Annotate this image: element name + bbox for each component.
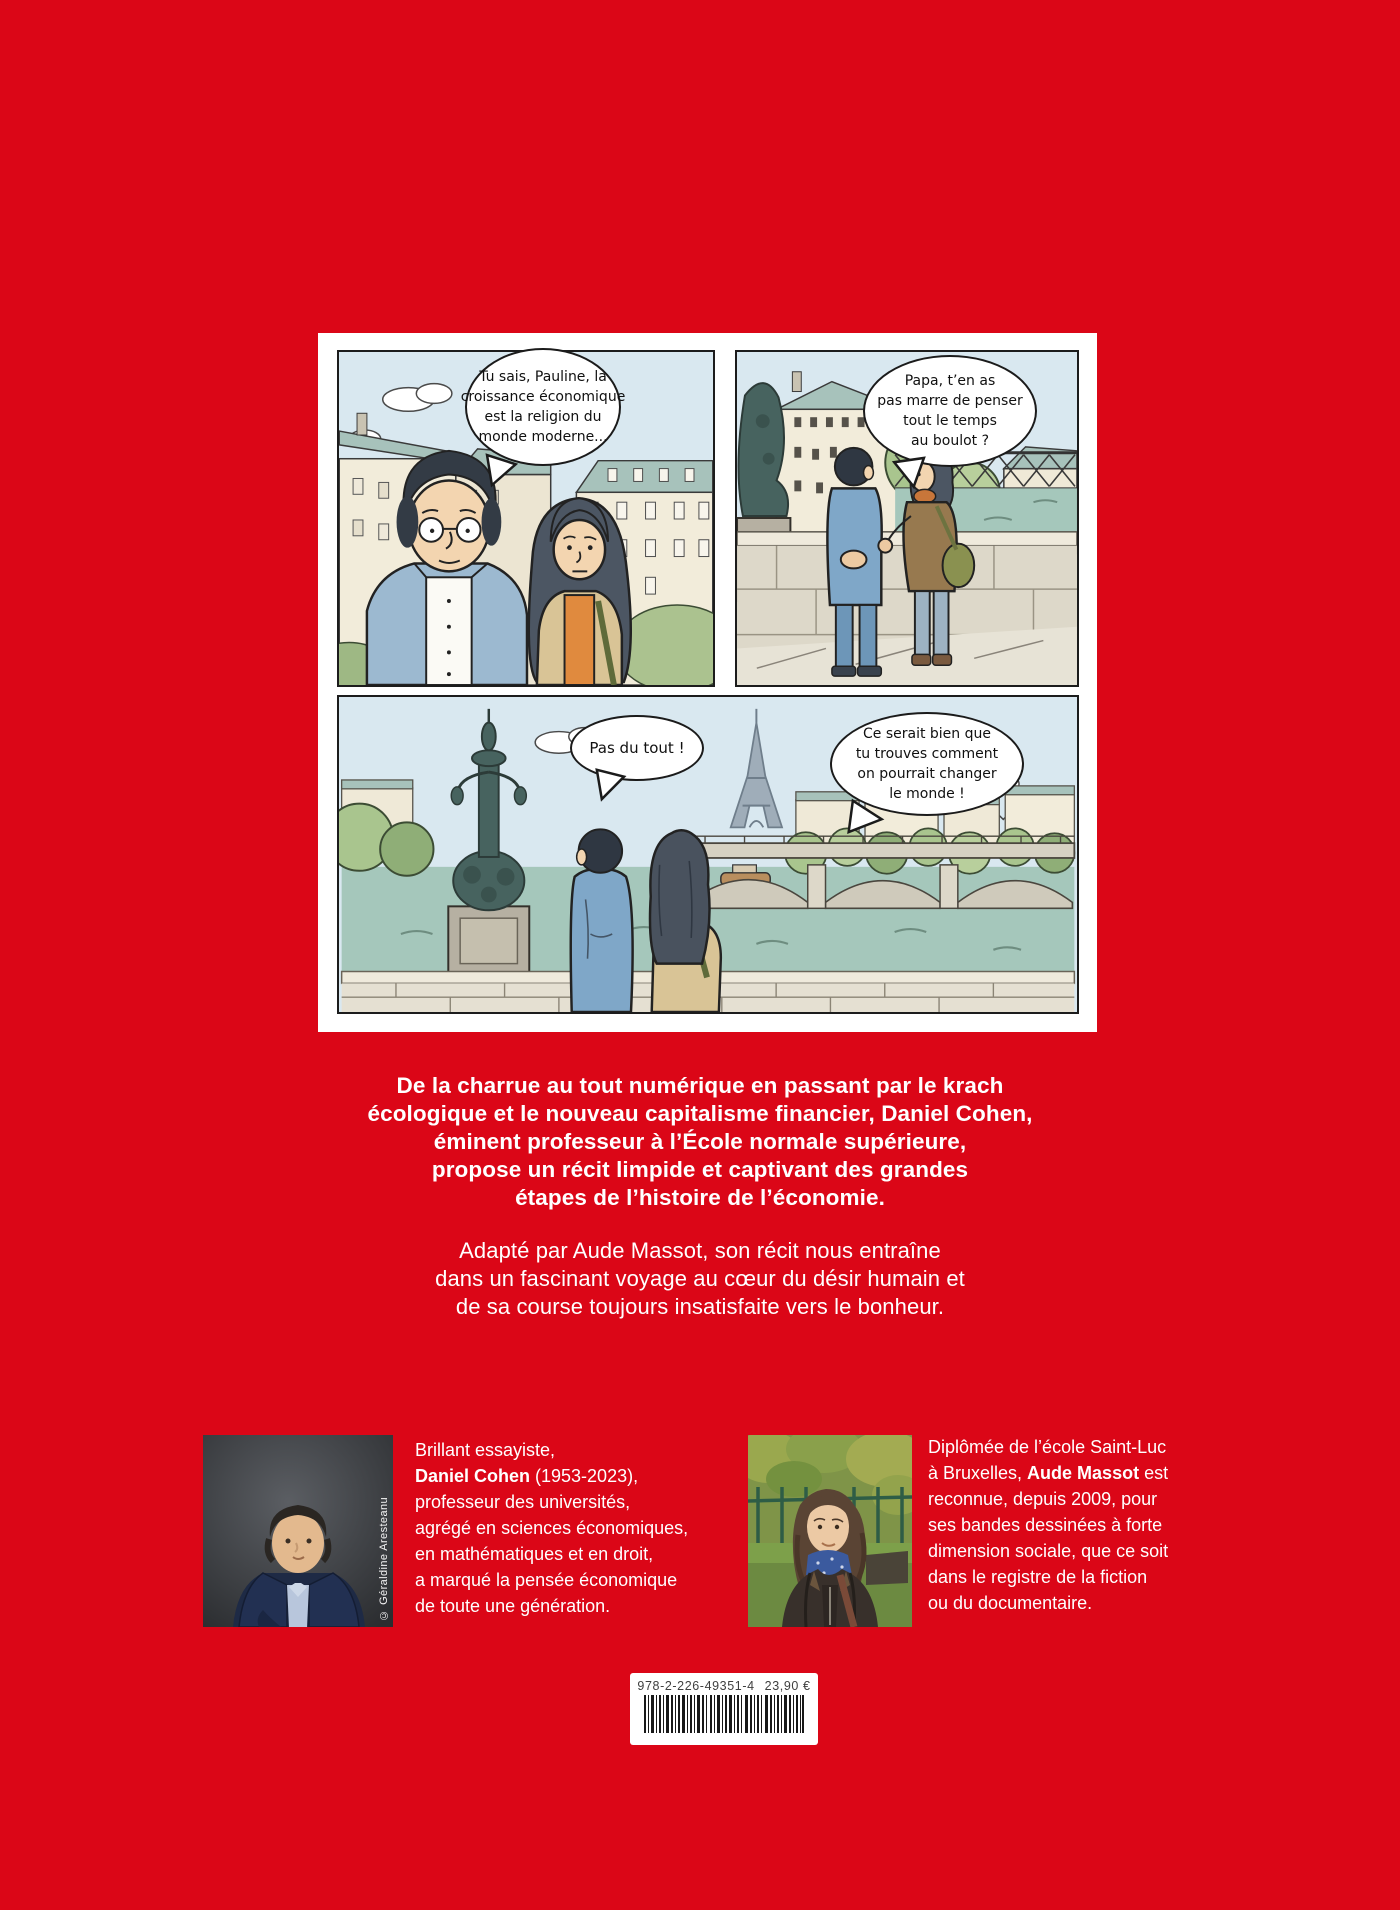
speech-bubble-panel3-left bbox=[570, 715, 704, 781]
daniel-cohen-photo bbox=[203, 1435, 393, 1627]
bubble-text-line: Tu sais, Pauline, la bbox=[479, 369, 607, 385]
bubble-text-line: Ce serait bien que bbox=[863, 726, 991, 742]
speech-bubble-panel2 bbox=[863, 355, 1037, 467]
bio-line-pre: à Bruxelles, bbox=[928, 1463, 1028, 1483]
bio-line-rest: (1953-2023), bbox=[530, 1466, 639, 1486]
bio-line: ou du documentaire. bbox=[928, 1593, 1093, 1613]
blurb-line: éminent professeur à l’École normale supérieure, bbox=[433, 1129, 967, 1154]
speech-bubble-panel3-right bbox=[830, 712, 1024, 816]
bio-line: en mathématiques et en droit, bbox=[415, 1544, 654, 1564]
bubble-text-line: au boulot ? bbox=[910, 433, 990, 449]
bio-line: agrégé en sciences économiques, bbox=[415, 1518, 689, 1538]
bubble-text-line: le monde ! bbox=[889, 786, 965, 802]
bubble-tail bbox=[585, 767, 630, 807]
photo-credit: © Géraldine Aresteanu bbox=[378, 1497, 390, 1621]
bio-line bbox=[415, 1463, 688, 1489]
blurb-line: écologique et le nouveau capitalisme financier, Daniel Cohen, bbox=[367, 1101, 1033, 1126]
daniel-cohen-bio bbox=[415, 1437, 688, 1619]
bubble-text-line: est la religion du bbox=[484, 409, 602, 425]
bio-line: dans le registre de la fiction bbox=[928, 1567, 1148, 1587]
blurb-line: de sa course toujours insatisfaite vers le bonheur. bbox=[455, 1294, 945, 1319]
bubble-text-line: Papa, t’en as bbox=[904, 373, 996, 389]
aude-massot-photo bbox=[748, 1435, 912, 1627]
isbn-and-price bbox=[630, 1679, 818, 1693]
blurb-line: De la charrue au tout numérique en passant par le krach bbox=[396, 1073, 1004, 1098]
bubble-text-line: tout le temps bbox=[903, 413, 997, 429]
bio-line-post: est bbox=[1139, 1463, 1169, 1483]
author-name: Daniel Cohen bbox=[415, 1466, 531, 1486]
blurb-line: propose un récit limpide et captivant des grandes bbox=[431, 1157, 969, 1182]
blurb-line: dans un fascinant voyage au cœur du désir humain et bbox=[435, 1266, 965, 1291]
bio-line: professeur des universités, bbox=[415, 1492, 631, 1512]
blurb-line: étapes de l’histoire de l’économie. bbox=[515, 1185, 885, 1210]
blurb-regular-paragraph bbox=[0, 1237, 1400, 1321]
bubble-text-line: pas marre de penser bbox=[877, 393, 1023, 409]
barcode-box bbox=[630, 1673, 818, 1745]
author-name: Aude Massot bbox=[1027, 1463, 1140, 1483]
daniel-cohen-portrait bbox=[203, 1435, 393, 1627]
bio-line: Diplômée de l’école Saint-Luc bbox=[928, 1437, 1167, 1457]
bio-line: Brillant essayiste, bbox=[415, 1440, 556, 1460]
bio-line: ses bandes dessinées à forte bbox=[928, 1515, 1163, 1535]
bubble-text-line: croissance économique bbox=[460, 389, 626, 405]
bio-line: reconnue, depuis 2009, pour bbox=[928, 1489, 1158, 1509]
blurb-line: Adapté par Aude Massot, son récit nous entraîne bbox=[459, 1238, 941, 1263]
bubble-text-line: tu trouves comment bbox=[855, 746, 999, 762]
comic-strip-card bbox=[318, 333, 1097, 1032]
price: 23,90 € bbox=[764, 1679, 811, 1693]
aude-massot-bio bbox=[928, 1434, 1168, 1616]
bio-line: a marqué la pensée économique bbox=[415, 1570, 678, 1590]
bio-line: de toute une génération. bbox=[415, 1596, 611, 1616]
aude-massot-portrait bbox=[748, 1435, 912, 1627]
barcode-image bbox=[644, 1695, 804, 1733]
speech-bubble-panel1 bbox=[460, 348, 626, 466]
isbn-number: 978-2-226-49351-4 bbox=[637, 1679, 755, 1693]
bubble-text-line: monde moderne... bbox=[478, 429, 608, 445]
blurb-bold-paragraph bbox=[0, 1072, 1400, 1212]
bubble-text-line: Pas du tout ! bbox=[589, 739, 685, 757]
bio-line: dimension sociale, que ce soit bbox=[928, 1541, 1169, 1561]
bio-line bbox=[928, 1460, 1168, 1486]
bubble-text-line: on pourrait changer bbox=[857, 766, 997, 782]
